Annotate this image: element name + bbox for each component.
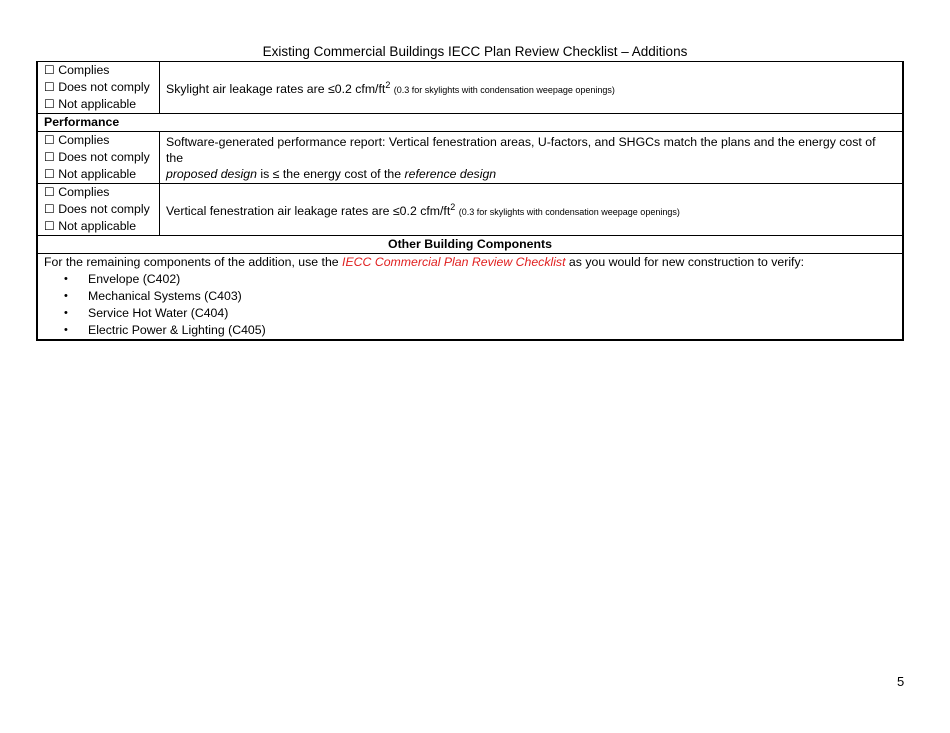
components-list bbox=[44, 271, 902, 339]
complies-option[interactable]: ☐ Complies bbox=[44, 133, 110, 147]
does-not-comply-option[interactable]: ☐ Does not comply bbox=[44, 150, 150, 164]
list-item: • Envelope (C402) bbox=[64, 272, 181, 286]
checkbox-icon[interactable]: ☐ bbox=[44, 80, 55, 94]
checkbox-icon[interactable]: ☐ bbox=[44, 133, 55, 147]
bullet-icon: • bbox=[64, 290, 68, 302]
checkbox-icon[interactable]: ☐ bbox=[44, 97, 55, 111]
table-row bbox=[38, 62, 902, 114]
vertical-fenestration-requirement: Vertical fenestration air leakage rates are ≤0.2 cfm/$ft^2$ (0.3 for skylights with condensation weepage openings) bbox=[166, 201, 680, 219]
page-title: Existing Commercial Buildings IECC Plan Review Checklist – Additions bbox=[262, 44, 688, 59]
checkbox-icon[interactable]: ☐ bbox=[44, 219, 55, 233]
list-item: • Electric Power & Lighting (C405) bbox=[64, 323, 266, 337]
other-components-header: Other Building Components bbox=[38, 236, 902, 254]
software-report-requirement: Software-generated performance report: Vertical fenestration areas, U-factors, and SHGCs match the plans and the energy cost of the proposed design is ≤ the energy cost of the reference design bbox=[166, 134, 876, 181]
checkbox-icon[interactable]: ☐ bbox=[44, 63, 55, 77]
checkbox-icon[interactable]: ☐ bbox=[44, 185, 55, 199]
page-number: 5 bbox=[897, 674, 905, 689]
performance-section-header: Performance bbox=[38, 114, 902, 132]
does-not-comply-option[interactable]: ☐ Does not comply bbox=[44, 80, 150, 94]
other-components-body bbox=[38, 254, 902, 339]
compliance-options bbox=[38, 184, 160, 235]
table-row bbox=[38, 132, 902, 184]
checklist-table bbox=[36, 61, 904, 341]
checkbox-icon[interactable]: ☐ bbox=[44, 202, 55, 216]
checklist-link[interactable]: IECC Commercial Plan Review Checklist bbox=[342, 255, 566, 269]
checkbox-icon[interactable]: ☐ bbox=[44, 150, 55, 164]
checkbox-icon[interactable]: ☐ bbox=[44, 167, 55, 181]
compliance-options bbox=[38, 132, 160, 183]
skylight-requirement: Skylight air leakage rates are ≤0.2 cfm/$ft^2$ (0.3 for skylights with condensation weepage openings) bbox=[166, 79, 615, 97]
list-item: • Service Hot Water (C404) bbox=[64, 306, 229, 320]
list-item: • Mechanical Systems (C403) bbox=[64, 289, 242, 303]
compliance-options bbox=[38, 62, 160, 113]
bullet-icon: • bbox=[64, 307, 68, 319]
bullet-icon: • bbox=[64, 324, 68, 336]
not-applicable-option[interactable]: ☐ Not applicable bbox=[44, 219, 137, 233]
complies-option[interactable]: ☐ Complies bbox=[44, 185, 110, 199]
bullet-icon: • bbox=[64, 273, 68, 285]
other-components-intro: For the remaining components of the addition, use the IECC Commercial Plan Review Checklist as you would for new construction to verify: bbox=[44, 255, 805, 269]
not-applicable-option[interactable]: ☐ Not applicable bbox=[44, 167, 137, 181]
not-applicable-option[interactable]: ☐ Not applicable bbox=[44, 97, 137, 111]
does-not-comply-option[interactable]: ☐ Does not comply bbox=[44, 202, 150, 216]
complies-option[interactable]: ☐ Complies bbox=[44, 63, 110, 77]
table-row bbox=[38, 184, 902, 236]
